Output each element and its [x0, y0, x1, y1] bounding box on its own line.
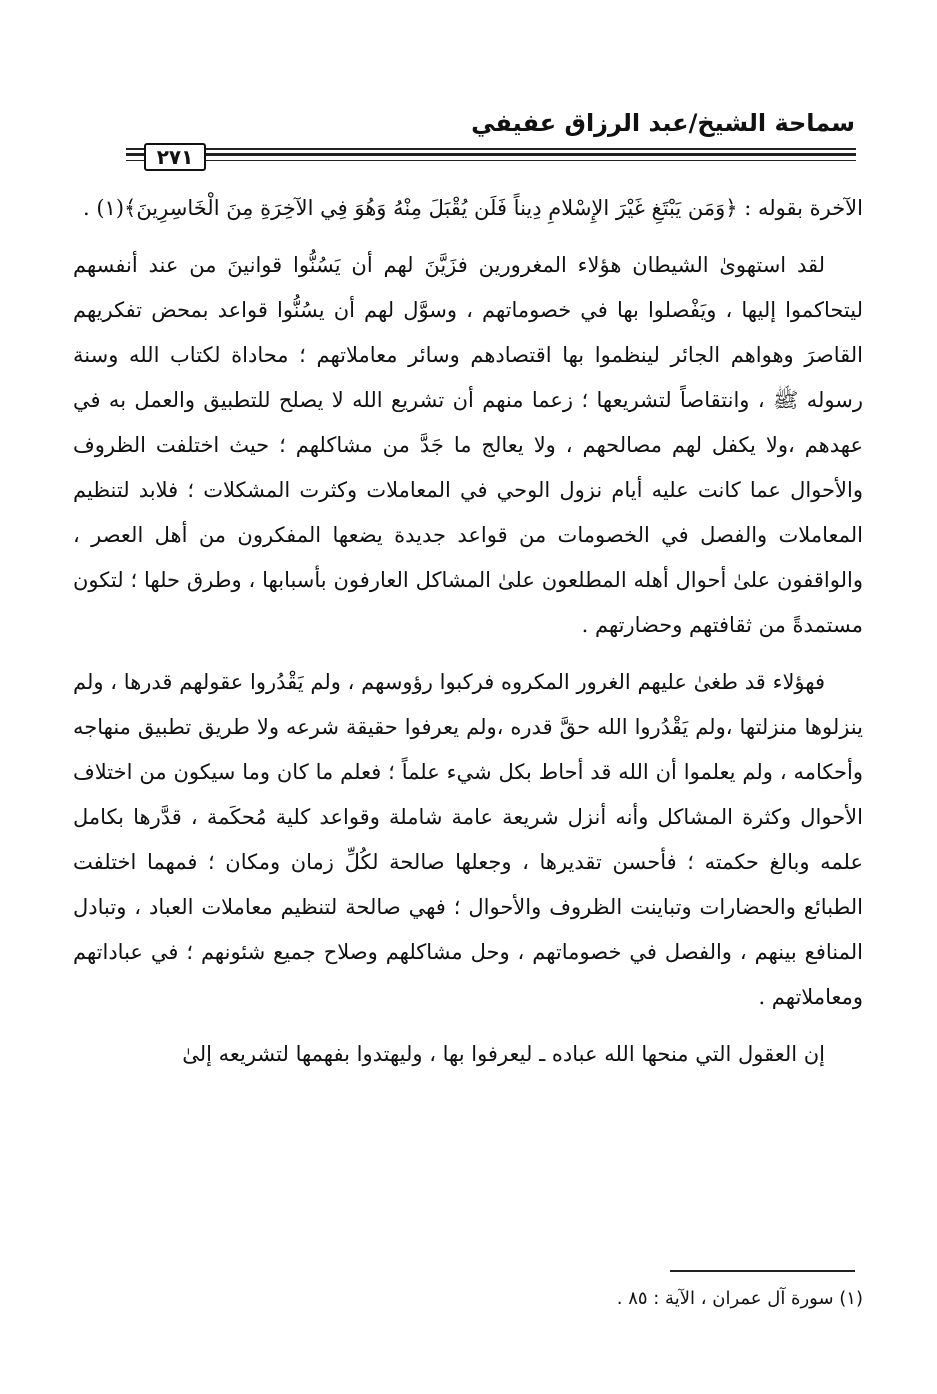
running-head: سماحة الشيخ/عبد الرزاق عفيفي [471, 109, 855, 137]
paragraph-quran-verse: الآخرة بقوله : ﴿وَمَن يَبْتَغِ غَيْرَ الإِسْلامِ دِيناً فَلَن يُقْبَلَ مِنْهُ وَهُوَ فِي الآخِرَةِ مِنَ الْخَاسِرِينَ﴾(١) . [83, 196, 863, 220]
body-text [73, 186, 863, 1089]
header-rule-line [126, 148, 856, 150]
paragraph: لقد استهوىٰ الشيطان هؤلاء المغرورين فزَيَّنَ لهم أن يَسُنُّوا قوانينَ من عند أنفسهم ليتحاكموا إليها ، ويَفْصلوا بها في خصوماتهم ، وسوَّل لهم أن يسُنُّوا قواعد بمحض تفكريهم القاصرَ وهواهم الجائر لينظموا بها اقتصادهم وسائر معاملاتهم ؛ محاداة لكتاب الله وسنة رسوله ﷺ ، وانتقاصاً لتشريعها ؛ زعما منهم أن تشريع الله لا يصلح للتطبيق والعمل به في عهدهم ،ولا يكفل لهم مصالحهم ، ولا يعالج ما جَدَّ من مشاكلهم ؛ حيث اختلفت الظروف والأحوال عما كانت عليه أيام نزول الوحي في المعاملات وكثرت المشكلات ؛ فلابد لتنظيم المعاملات والفصل في الخصومات من قواعد جديدة يضعها المفكرون من أهل العصر ، والواقفون علىٰ أحوال أهله المطلعون علىٰ المشاكل العارفون بأسبابها ، وطرق حلها ؛ لتكون مستمدةً من ثقافتهم وحضارتهم . [73, 253, 863, 637]
header-rule [126, 143, 856, 169]
header-rule-line [126, 153, 856, 156]
paragraph: إن العقول التي منحها الله عباده ـ ليعرفوا بها ، وليهتدوا بفهمها لتشريعه إلىٰ [182, 1042, 825, 1066]
paragraph: فهؤلاء قد طغىٰ عليهم الغرور المكروه فركبوا رؤوسهم ، ولم يَقْدُروا عقولهم قدرها ، ولم ينزلوها منزلتها ،ولم يَقْدُروا الله حقَّ قدره ،ولم يعرفوا حقيقة شرعه ولا طريق تطبيق منهاجه وأحكامه ، ولم يعلموا أن الله قد أحاط بكل شيء علماً ؛ فعلم ما كان وما سيكون من اختلاف الأحوال وكثرة المشاكل وأنه أنزل شريعة عامة شاملة وقواعد كلية مُحكَمة ، قدَّرها بكامل علمه وبالغ حكمته ؛ فأحسن تقديرها ، وجعلها صالحة لكُلِّ زمان ومكان ؛ فمهما اختلفت الطبائع والحضارات وتباينت الظروف والأحوال ؛ فهي صالحة لتنظيم معاملات العباد ، وتبادل المنافع بينهم ، والفصل في خصوماتهم ، وحل مشاكلهم وصلاح جميع شئونهم ؛ في عباداتهم ومعاملاتهم . [73, 670, 863, 1009]
footnote: (١) سورة آل عمران ، الآية : ٨٥ . [616, 1288, 863, 1309]
page-number: ٢٧١ [144, 143, 206, 171]
header-rule-line [126, 160, 856, 161]
footnote-rule [670, 1270, 855, 1272]
